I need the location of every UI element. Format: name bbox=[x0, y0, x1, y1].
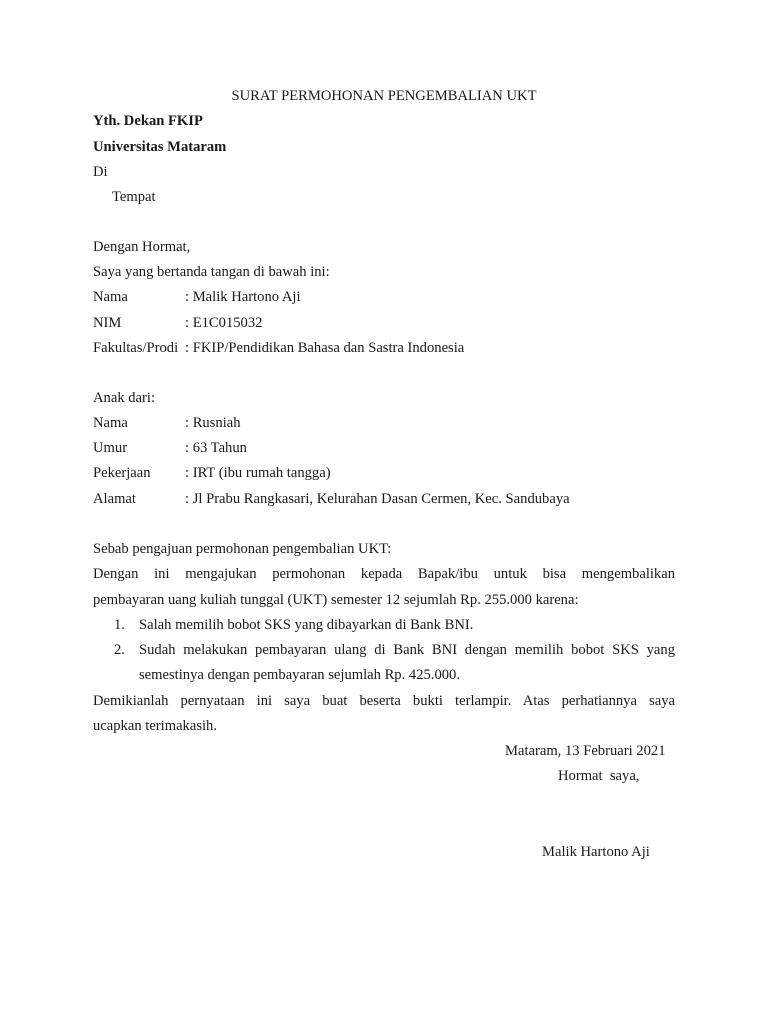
parent-label-address: Alamat bbox=[93, 491, 136, 507]
regards-text: Hormat saya, bbox=[558, 768, 640, 784]
parent-label-age: Umur bbox=[93, 440, 128, 456]
recipient-line-2: Universitas Mataram bbox=[93, 139, 227, 155]
recipient-line-3: Di bbox=[93, 164, 108, 180]
reason-heading: Sebab pengajuan permohonan pengembalian UKT: bbox=[93, 541, 392, 557]
parent-value-name: : Rusniah bbox=[185, 415, 241, 431]
parent-heading: Anak dari: bbox=[93, 390, 156, 406]
body-paragraph-line-1: Dengan ini mengajukan permohonan kepada Bapak/ibu untuk bisa mengembalikan bbox=[93, 566, 675, 582]
reason-2-text-line-2: semestinya dengan pembayaran sejumlah Rp. 425.000. bbox=[139, 667, 460, 683]
reason-2-number: 2. bbox=[114, 642, 125, 658]
body-paragraph-line-2: pembayaran uang kuliah tunggal (UKT) semester 12 sejumlah Rp. 255.000 karena: bbox=[93, 592, 579, 608]
letter-title: SURAT PERMOHONAN PENGEMBALIAN UKT bbox=[231, 88, 537, 104]
applicant-label-nim: NIM bbox=[93, 315, 122, 331]
parent-label-job: Pekerjaan bbox=[93, 465, 151, 481]
intro-text: Saya yang bertanda tangan di bawah ini: bbox=[93, 264, 330, 280]
reason-1-text: Salah memilih bobot SKS yang dibayarkan di Bank BNI. bbox=[139, 617, 474, 633]
parent-label-name: Nama bbox=[93, 415, 128, 431]
applicant-value-name: : Malik Hartono Aji bbox=[185, 289, 301, 305]
closing-line-1: Demikianlah pernyataan ini saya buat beserta bukti terlampir. Atas perhatiannya saya bbox=[93, 693, 675, 709]
applicant-value-faculty: : FKIP/Pendidikan Bahasa dan Sastra Indonesia bbox=[185, 340, 465, 356]
closing-line-2: ucapkan terimakasih. bbox=[93, 718, 217, 734]
applicant-label-name: Nama bbox=[93, 289, 128, 305]
recipient-line-1: Yth. Dekan FKIP bbox=[93, 113, 203, 129]
reason-1-number: 1. bbox=[114, 617, 125, 633]
parent-value-address: : Jl Prabu Rangkasari, Kelurahan Dasan Cermen, Kec. Sandubaya bbox=[185, 491, 570, 507]
greeting: Dengan Hormat, bbox=[93, 239, 191, 255]
parent-value-job: : IRT (ibu rumah tangga) bbox=[185, 465, 331, 481]
reason-2-text-line-1: Sudah melakukan pembayaran ulang di Bank BNI dengan memilih bobot SKS yang bbox=[139, 642, 675, 658]
signature-name: Malik Hartono Aji bbox=[542, 844, 650, 860]
recipient-line-4: Tempat bbox=[112, 189, 156, 205]
parent-value-age: : 63 Tahun bbox=[185, 440, 247, 456]
applicant-label-faculty: Fakultas/Prodi bbox=[93, 340, 179, 356]
applicant-value-nim: : E1C015032 bbox=[185, 315, 263, 331]
place-date: Mataram, 13 Februari 2021 bbox=[505, 743, 666, 759]
